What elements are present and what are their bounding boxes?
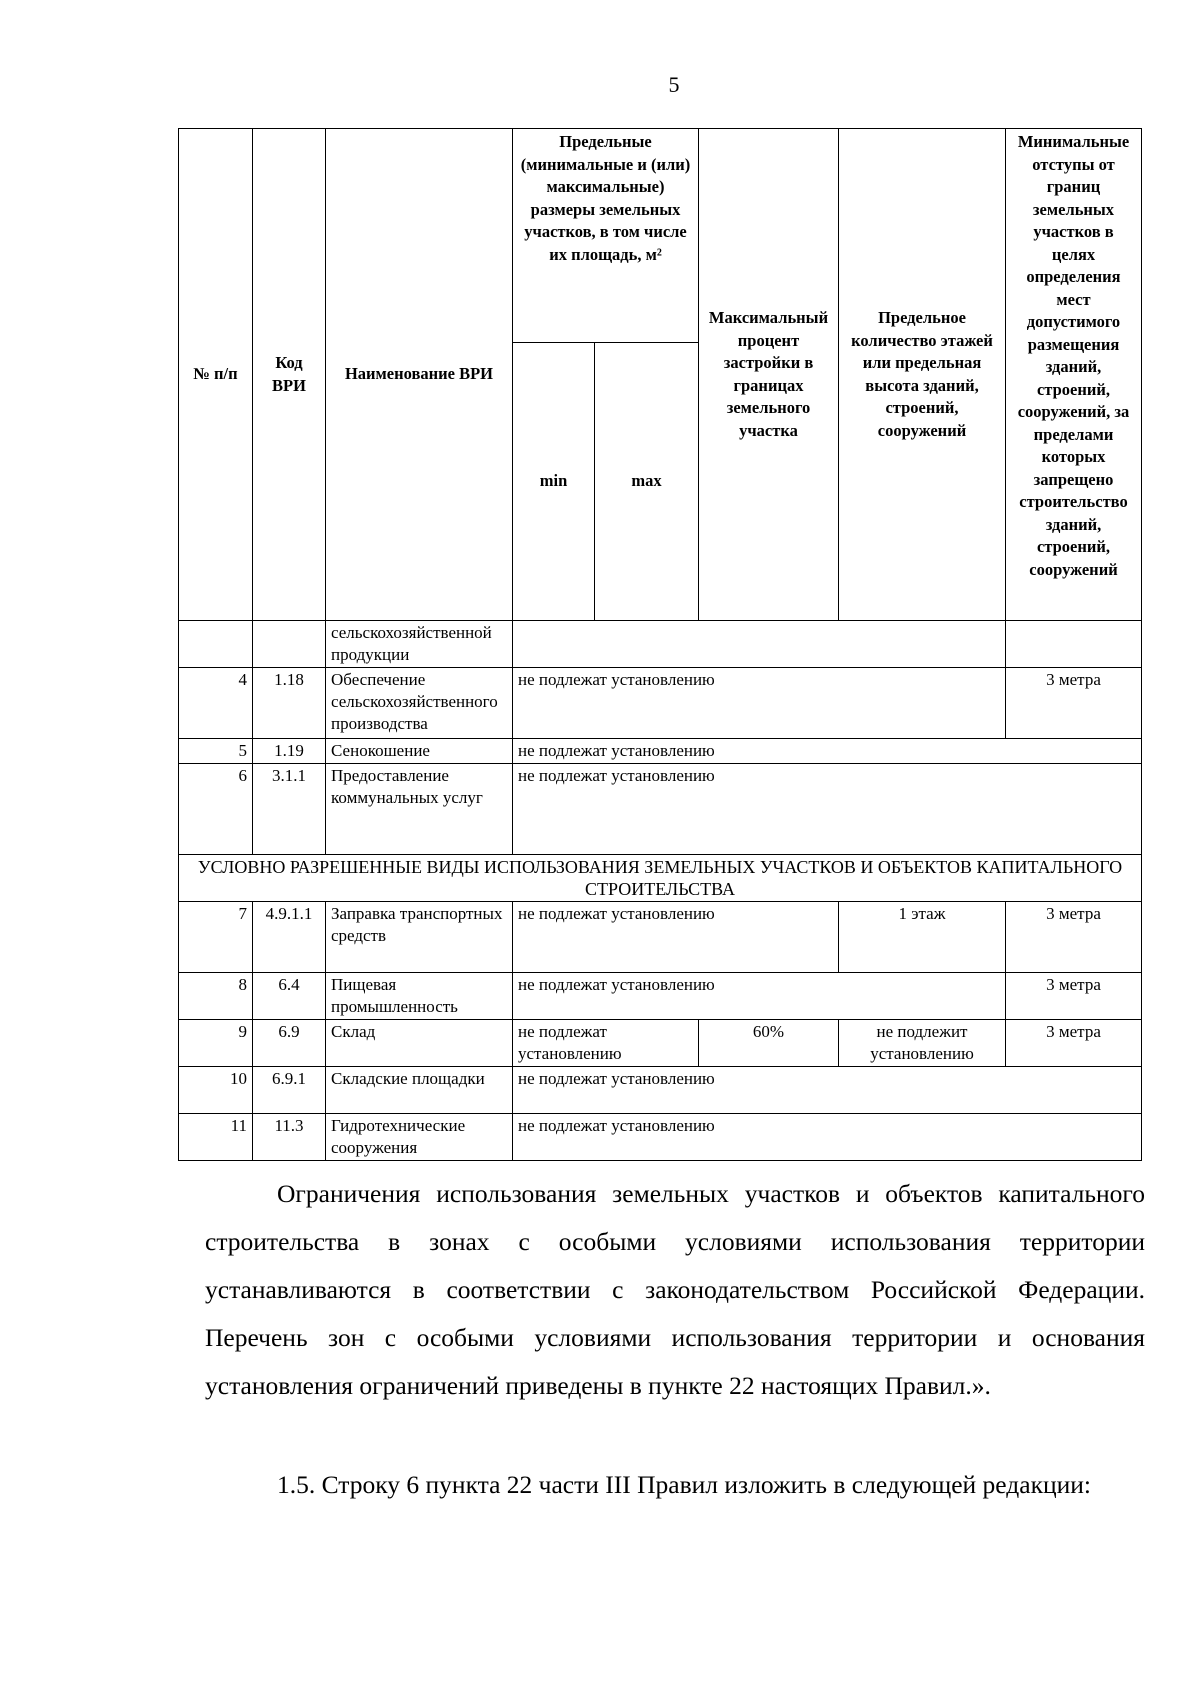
table-row: [179, 1067, 1142, 1114]
table-row: [179, 621, 1142, 668]
row-name: Пищевая промышленность: [326, 973, 513, 1020]
paragraph-text: Ограничения использования земельных участков и объектов капитального строительства в зонах с особыми условиями использования территории устанавливаются в соответствии с законодательством Российской Федерации. Перечень зон с особыми условиями использования территории и основания установления ограничений приведены в пункте 22 настоящих Правил.».: [205, 1179, 1145, 1400]
row-code: 1.19: [253, 739, 326, 764]
table-row: [179, 1020, 1142, 1067]
row-num: 11: [179, 1114, 253, 1161]
header-min: min: [513, 343, 595, 621]
header-code: Код ВРИ: [253, 129, 326, 621]
row-sizes: не подлежат установлению: [513, 1020, 699, 1067]
paragraph-text: 1.5. Строку 6 пункта 22 части III Правил изложить в следующей редакции:: [277, 1470, 1091, 1499]
row-setback: 3 метра: [1006, 1020, 1142, 1067]
header-floors: Предельное количество этажей или предельная высота зданий, строений, сооружений: [839, 129, 1006, 621]
row-num: 10: [179, 1067, 253, 1114]
row-percent: 60%: [699, 1020, 839, 1067]
row-params: не подлежат установлению: [513, 739, 1142, 764]
header-sizes: Предельные (минимальные и (или) максимальные) размеры земельных участков, в том числе их площадь, м²: [513, 129, 699, 343]
row-name: Гидротехнические сооружения: [326, 1114, 513, 1161]
header-num: № п/п: [179, 129, 253, 621]
row-code: 3.1.1: [253, 764, 326, 855]
amendment-paragraph: [205, 1461, 1145, 1509]
table-row: [179, 902, 1142, 973]
row-name: сельскохозяйственной продукции: [326, 621, 513, 668]
row-params: не подлежат установлению: [513, 1114, 1142, 1161]
table-row: [179, 739, 1142, 764]
row-code: 6.9.1: [253, 1067, 326, 1114]
row-setback: 3 метра: [1006, 902, 1142, 973]
row-code: 1.18: [253, 668, 326, 739]
header-setbacks: Минимальные отступы от границ земельных участков в целях определения мест допустимого размещения зданий, строений, сооружений, за пределами которых запрещено строительство зданий, строений, сооружений: [1006, 129, 1142, 621]
row-code: 6.9: [253, 1020, 326, 1067]
table-row: [179, 764, 1142, 855]
row-name: Сенокошение: [326, 739, 513, 764]
header-max-percent: Максимальный процент застройки в границах земельного участка: [699, 129, 839, 621]
restrictions-paragraph: [205, 1170, 1145, 1410]
land-use-table: [178, 128, 1142, 1161]
table-row: [179, 973, 1142, 1020]
row-floors: не подлежит установлению: [839, 1020, 1006, 1067]
row-floors: 1 этаж: [839, 902, 1006, 973]
row-params: не подлежат установлению: [513, 973, 1006, 1020]
table-row: [179, 1114, 1142, 1161]
section-heading: УСЛОВНО РАЗРЕШЕННЫЕ ВИДЫ ИСПОЛЬЗОВАНИЯ ЗЕМЕЛЬНЫХ УЧАСТКОВ И ОБЪЕКТОВ КАПИТАЛЬНОГО СТРОИТЕЛЬСТВА: [179, 855, 1142, 902]
row-setback: 3 метра: [1006, 973, 1142, 1020]
header-max: max: [595, 343, 699, 621]
row-name: Предоставление коммунальных услуг: [326, 764, 513, 855]
row-num: 7: [179, 902, 253, 973]
row-setback: 3 метра: [1006, 668, 1142, 739]
section-heading-row: [179, 855, 1142, 902]
row-name: Складские площадки: [326, 1067, 513, 1114]
row-num: 9: [179, 1020, 253, 1067]
row-params: не подлежат установлению: [513, 668, 1006, 739]
row-name: Заправка транспортных средств: [326, 902, 513, 973]
row-num: 4: [179, 668, 253, 739]
row-params: не подлежат установлению: [513, 902, 839, 973]
row-name: Обеспечение сельскохозяйственного производства: [326, 668, 513, 739]
row-code: 4.9.1.1: [253, 902, 326, 973]
page-number: 5: [668, 72, 680, 97]
row-params: не подлежат установлению: [513, 764, 1142, 855]
table-row: [179, 668, 1142, 739]
header-name: Наименование ВРИ: [326, 129, 513, 621]
row-num: 6: [179, 764, 253, 855]
row-num: 5: [179, 739, 253, 764]
row-params: не подлежат установлению: [513, 1067, 1142, 1114]
row-code: 6.4: [253, 973, 326, 1020]
row-num: 8: [179, 973, 253, 1020]
row-code: 11.3: [253, 1114, 326, 1161]
row-name: Склад: [326, 1020, 513, 1067]
